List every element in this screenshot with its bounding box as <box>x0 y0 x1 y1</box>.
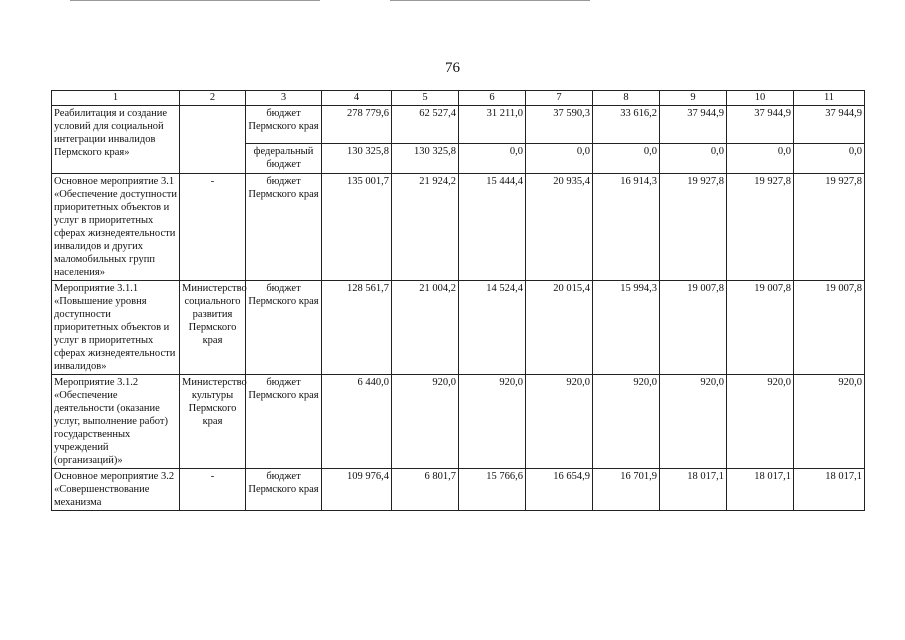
page-number: 76 <box>445 60 460 76</box>
budget-table <box>51 90 865 511</box>
funding-source: бюджет Пермского края <box>246 106 322 144</box>
funding-source: бюджет Пермского края <box>246 375 322 469</box>
value-cell: 21 924,2 <box>392 174 459 281</box>
value-cell: 278 779,6 <box>322 106 392 144</box>
value-cell: 0,0 <box>459 144 526 174</box>
value-cell: 37 944,9 <box>794 106 865 144</box>
header-cell: 10 <box>727 91 794 106</box>
executor: Министерство социального развития Пермского края <box>180 281 246 375</box>
value-cell: 920,0 <box>593 375 660 469</box>
value-cell: 0,0 <box>794 144 865 174</box>
header-cell: 3 <box>246 91 322 106</box>
header-cell: 8 <box>593 91 660 106</box>
header-cell: 11 <box>794 91 865 106</box>
value-cell: 920,0 <box>526 375 593 469</box>
executor: - <box>180 174 246 281</box>
activity-name: Мероприятие 3.1.2 «Обеспечение деятельности (оказание услуг, выполнение работ) государственных учреждений (организаций)» <box>52 375 180 469</box>
funding-source: бюджет Пермского края <box>246 281 322 375</box>
value-cell: 0,0 <box>593 144 660 174</box>
value-cell: 109 976,4 <box>322 469 392 511</box>
value-cell: 19 007,8 <box>660 281 727 375</box>
value-cell: 130 325,8 <box>322 144 392 174</box>
table-row <box>52 375 865 469</box>
value-cell: 0,0 <box>660 144 727 174</box>
value-cell: 18 017,1 <box>660 469 727 511</box>
value-cell: 20 015,4 <box>526 281 593 375</box>
value-cell: 37 944,9 <box>727 106 794 144</box>
header-cell: 9 <box>660 91 727 106</box>
value-cell: 15 444,4 <box>459 174 526 281</box>
table-row <box>52 106 865 144</box>
header-cell: 1 <box>52 91 180 106</box>
value-cell: 16 654,9 <box>526 469 593 511</box>
value-cell: 920,0 <box>660 375 727 469</box>
executor <box>180 106 246 174</box>
header-cell: 2 <box>180 91 246 106</box>
value-cell: 21 004,2 <box>392 281 459 375</box>
value-cell: 16 914,3 <box>593 174 660 281</box>
value-cell: 0,0 <box>727 144 794 174</box>
value-cell: 920,0 <box>459 375 526 469</box>
value-cell: 15 766,6 <box>459 469 526 511</box>
scan-edge-line <box>390 0 590 1</box>
value-cell: 128 561,7 <box>322 281 392 375</box>
value-cell: 16 701,9 <box>593 469 660 511</box>
executor: Министерство культуры Пермского края <box>180 375 246 469</box>
header-cell: 6 <box>459 91 526 106</box>
value-cell: 0,0 <box>526 144 593 174</box>
value-cell: 135 001,7 <box>322 174 392 281</box>
activity-name: Реабилитация и создание условий для социальной интеграции инвалидов Пермского края» <box>52 106 180 174</box>
value-cell: 37 944,9 <box>660 106 727 144</box>
activity-name: Мероприятие 3.1.1 «Повышение уровня доступности приоритетных объектов и услуг в приоритетных сферах жизнедеятельности инвалидов» <box>52 281 180 375</box>
value-cell: 31 211,0 <box>459 106 526 144</box>
value-cell: 920,0 <box>392 375 459 469</box>
value-cell: 37 590,3 <box>526 106 593 144</box>
value-cell: 6 801,7 <box>392 469 459 511</box>
value-cell: 18 017,1 <box>794 469 865 511</box>
value-cell: 18 017,1 <box>727 469 794 511</box>
value-cell: 14 524,4 <box>459 281 526 375</box>
value-cell: 19 007,8 <box>727 281 794 375</box>
funding-source: бюджет Пермского края <box>246 174 322 281</box>
value-cell: 15 994,3 <box>593 281 660 375</box>
header-cell: 5 <box>392 91 459 106</box>
value-cell: 920,0 <box>794 375 865 469</box>
value-cell: 6 440,0 <box>322 375 392 469</box>
value-cell: 920,0 <box>727 375 794 469</box>
value-cell: 130 325,8 <box>392 144 459 174</box>
value-cell: 19 927,8 <box>794 174 865 281</box>
activity-name: Основное мероприятие 3.2 «Совершенствование механизма <box>52 469 180 511</box>
funding-source: бюджет Пермского края <box>246 469 322 511</box>
value-cell: 19 927,8 <box>660 174 727 281</box>
header-row <box>52 91 865 106</box>
value-cell: 33 616,2 <box>593 106 660 144</box>
funding-source: федеральный бюджет <box>246 144 322 174</box>
table-row <box>52 469 865 511</box>
header-cell: 4 <box>322 91 392 106</box>
value-cell: 20 935,4 <box>526 174 593 281</box>
executor: - <box>180 469 246 511</box>
scan-edge-line <box>70 0 320 1</box>
table-row <box>52 281 865 375</box>
table-row <box>52 174 865 281</box>
value-cell: 62 527,4 <box>392 106 459 144</box>
value-cell: 19 927,8 <box>727 174 794 281</box>
activity-name: Основное мероприятие 3.1 «Обеспечение доступности приоритетных объектов и услуг в приоритетных сферах жизнедеятельности инвалидов и других маломобильных групп населения» <box>52 174 180 281</box>
header-cell: 7 <box>526 91 593 106</box>
value-cell: 19 007,8 <box>794 281 865 375</box>
